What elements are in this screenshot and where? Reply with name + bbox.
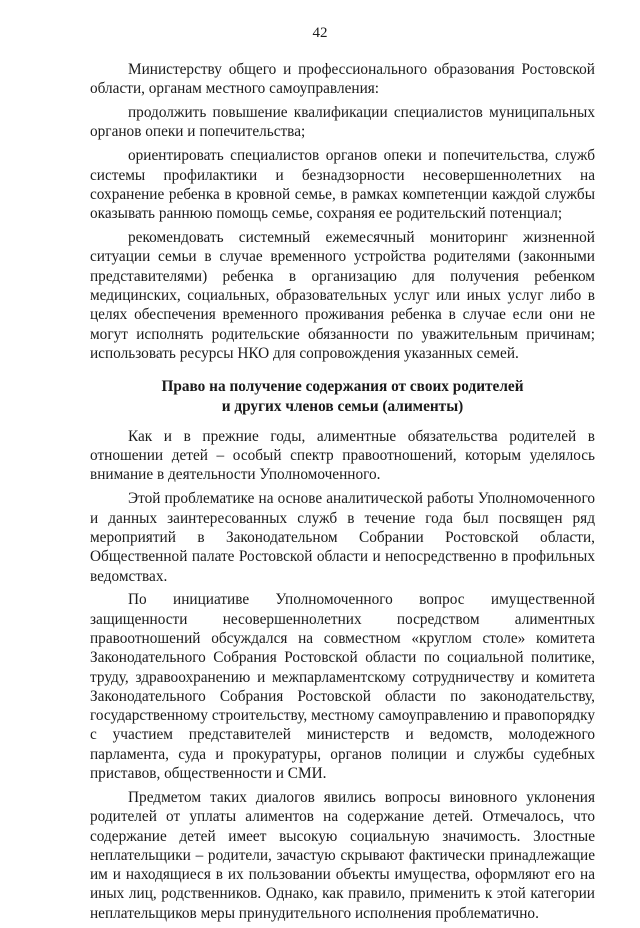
paragraph-evasion: Предметом таких диалогов явились вопросы виновного уклонения родителей от уплаты алиментов на содержание детей. Отмечалось, что содержание детей имеет высокую социальную значимость. Злостные неплательщики – родители, зачастую скрывают фактически принадлежащие им и находящиеся в их пользовании объекты имущества, оформляют его на иных лиц, родственников. Однако, как правило, применить к этой категории неплательщиков меры принудительного исполнения проблематично. — [90, 788, 595, 922]
paragraph-round-table: По инициативе Уполномоченного вопрос имущественной защищенности несовершеннолетних посредством алиментных правоотношений обсуждался на совместном «круглом столе» комитета Законодательного Собрания Ростовской области по социальной политике, труду, здравоохранению и межпарламентскому сотрудничеству и комитета Законодательного Собрания Ростовской области по законодательству, государственному строительству, местному самоуправлению и правопорядку с участием представителей министерств и ведомств, молодежного парламента, суда и прокуратуры, органов полиции и службы судебных приставов, общественности и СМИ. — [90, 591, 595, 783]
paragraph-qualification: продолжить повышение квалификации специалистов муниципальных органов опеки и попечительства; — [90, 104, 595, 141]
section-heading — [90, 377, 595, 416]
paragraph-monitoring: рекомендовать системный ежемесячный мониторинг жизненной ситуации семьи в случае временного устройства родителями (законными представителями) ребенка в организацию для получения ребенком медицинских, социальных, образовательных услуг или иных услуг либо в целях обеспечения временного проживания ребенка в случае если они не могут исполнять родительские обязанности по уважительным причинам; использовать ресурсы НКО для сопровождения указанных семей. — [90, 229, 595, 362]
section-heading-line-2: и других членов семьи (алименты) — [221, 397, 464, 415]
paragraph-alimony-obligations: Как и в прежние годы, алиментные обязательства родителей в отношении детей – особый спектр правоотношений, которым уделялось внимание в деятельности Уполномоченного. — [90, 427, 595, 484]
page-number: 42 — [312, 25, 328, 41]
paragraph-orientation: ориентировать специалистов органов опеки и попечительства, служб системы профилактики и безнадзорности несовершеннолетних на сохранение ребенка в кровной семье, в рамках компетенции каждой службы оказывать раннюю помощь семье, сохраняя ее родительский потенциал; — [90, 147, 595, 223]
page-content — [90, 60, 595, 928]
paragraph-events: Этой проблематике на основе аналитической работы Уполномоченного и данных заинтересованных служб в течение года был посвящен ряд мероприятий в Законодательном Собрании Ростовской области, Общественной палате Ростовской области и непосредственно в профильных ведомствах. — [90, 490, 595, 585]
section-heading-line-1: Право на получение содержания от своих родителей — [161, 378, 524, 396]
paragraph-ministry: Министерству общего и профессионального образования Ростовской области, органам местного самоуправления: — [90, 61, 595, 98]
